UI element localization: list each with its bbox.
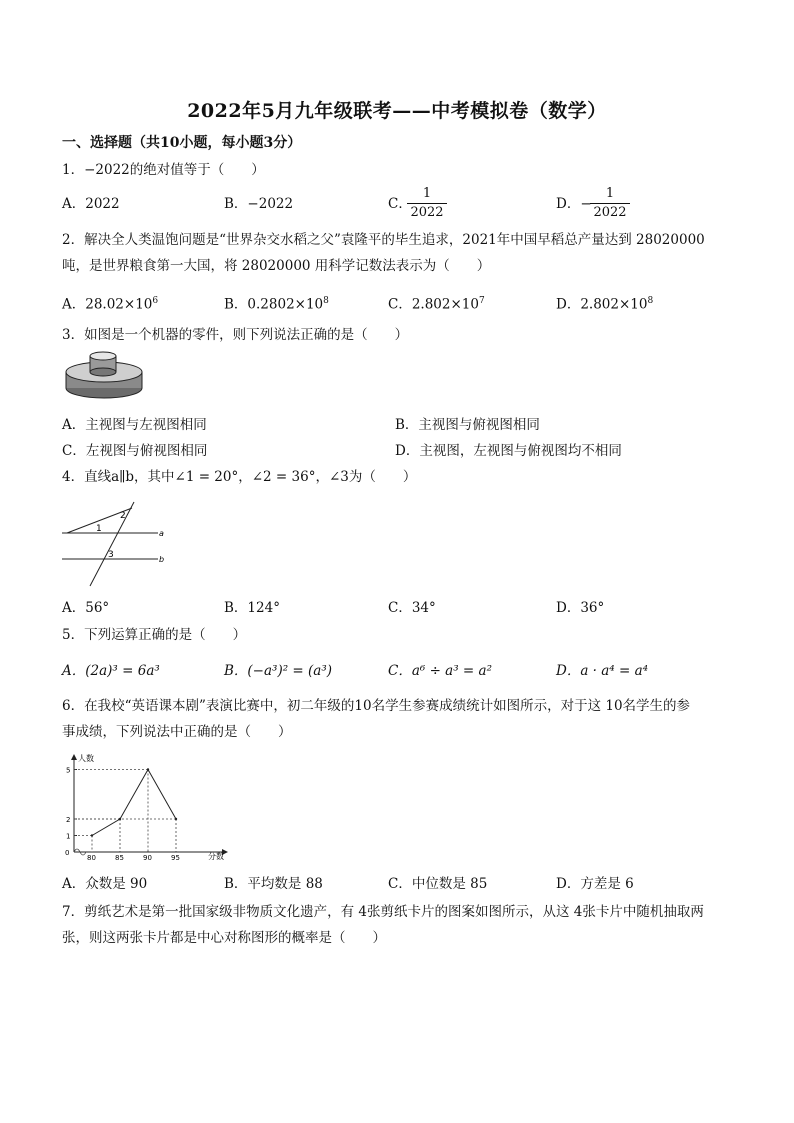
data-point [119, 818, 121, 820]
q2-line-1: 2．解决全人类温饱问题是“世界杂交水稻之父”袁隆平的毕生追求，2021年中国早稻总产量达到 28020000 [62, 232, 705, 248]
q3-option-c: C．左视图与俯视图相同 [62, 443, 208, 459]
q1-option-a: A．2022 [62, 196, 120, 212]
q2-option-c: C．$2.802\times 10^7$ [388, 296, 485, 313]
q2-line-2: 吨，是世界粮食第一大国，将 28020000 用科学记数法表示为（ ） [62, 258, 491, 274]
q1-option-c-fraction [407, 186, 447, 221]
q5-stem: 5．下列运算正确的是（ ） [62, 627, 247, 643]
q3-machine-part-figure [62, 350, 146, 402]
score-series-line [92, 770, 176, 836]
q4-angle-2-label: 2 [120, 511, 126, 521]
q3-option-b: B．主视图与俯视图相同 [395, 417, 540, 433]
x-tick-label: 80 [87, 854, 96, 862]
q6-option-b: B．平均数是 88 [224, 876, 323, 892]
x-tick-label: 85 [115, 854, 124, 862]
q6-line-2: 事成绩，下列说法中正确的是（ ） [62, 724, 292, 740]
q4-option-c: C．34° [388, 600, 436, 616]
q3-stem: 3．如图是一个机器的零件，则下列说法正确的是（ ） [62, 327, 409, 343]
q7-line-2: 张，则这两张卡片都是中心对称图形的概率是（ ） [62, 930, 386, 946]
y-tick-label: 5 [66, 766, 71, 775]
q2-option-a: A．$28.02\times 10^6$ [62, 296, 159, 313]
q3-option-a: A．主视图与左视图相同 [62, 417, 207, 433]
q4-option-a: A．56° [62, 600, 110, 616]
y-axis-label: 人数 [78, 754, 94, 763]
q4-line-a-label: a [159, 529, 164, 538]
q4-stem: 4．直线a∥b，其中∠1 = 20°，∠2 = 36°，∠3为（ ） [62, 469, 417, 485]
q3-option-d: D．主视图，左视图与俯视图均不相同 [395, 443, 622, 459]
q4-angle-3-label: 3 [108, 550, 114, 560]
q2-option-b: B．$0.2802\times 10^8$ [224, 296, 329, 313]
data-point [91, 834, 93, 836]
q5-option-b: B．(−a³)² = (a³) [224, 663, 333, 679]
section-heading: 一、选择题（共10小题，每小题3分） [62, 135, 302, 151]
q4-parallel-lines-figure [62, 500, 172, 590]
q7-line-1: 7．剪纸艺术是第一批国家级非物质文化遗产，有 4张剪纸卡片的图案如图所示，从这 4张卡片中随机抽取两 [62, 904, 704, 920]
q4-option-d: D．36° [556, 600, 605, 616]
x-tick-label: 95 [171, 854, 180, 862]
data-point [175, 818, 177, 820]
q5-option-d: D．a · a⁴ = a⁴ [556, 663, 649, 679]
q1-d-denominator: 2022 [593, 205, 627, 220]
q1-option-d-label: D．− [556, 196, 592, 212]
q4-option-b: B．124° [224, 600, 280, 616]
q4-line-b-label: b [159, 555, 165, 564]
q6-score-chart [62, 752, 237, 864]
data-point [147, 768, 149, 770]
q1-option-b: B．−2022 [224, 196, 294, 212]
q6-option-d: D．方差是 6 [556, 876, 634, 892]
q1-option-c-label: C． [388, 196, 412, 212]
q2-option-d: D．$2.802\times 10^8$ [556, 296, 654, 313]
q6-option-c: C．中位数是 85 [388, 876, 488, 892]
q1-option-d-fraction [590, 186, 630, 221]
q4-angle-1-label: 1 [96, 524, 102, 534]
page-title: 2022年5月九年级联考——中考模拟卷（数学） [187, 100, 607, 122]
q5-option-a: A．(2a)³ = 6a³ [62, 663, 160, 679]
q1-c-numerator: 1 [422, 186, 432, 201]
x-tick-label: 90 [143, 854, 152, 862]
q6-line-1: 6．在我校“英语课本剧”表演比赛中，初二年级的10名学生参赛成绩统计如图所示，对于这 10名学生的参 [62, 698, 691, 714]
origin-label: 0 [65, 849, 70, 857]
q1-c-denominator: 2022 [410, 205, 444, 220]
y-tick-label: 1 [66, 832, 71, 841]
q1-d-numerator: 1 [605, 186, 615, 201]
y-axis-arrow [71, 754, 77, 760]
q5-option-c: C．a⁶ ÷ a³ = a² [388, 663, 492, 679]
q1-stem: 1．−2022的绝对值等于（ ） [62, 162, 265, 178]
x-axis-label: 分数 [208, 852, 224, 861]
q6-option-a: A．众数是 90 [62, 876, 148, 892]
y-tick-label: 2 [66, 816, 71, 824]
